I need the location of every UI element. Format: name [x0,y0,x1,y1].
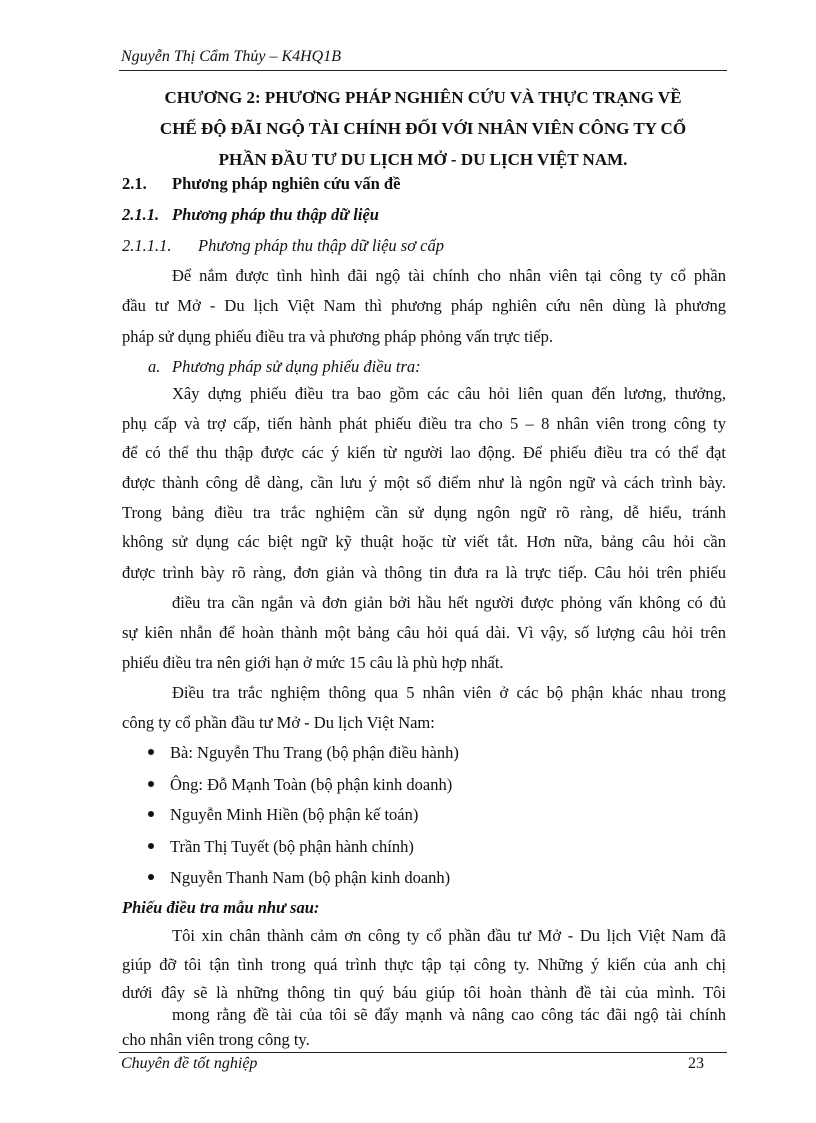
page-header-author: Nguyễn Thị Cẩm Thủy – K4HQ1B [121,48,341,65]
footer-label: Chuyên đề tốt nghiệp [121,1055,258,1072]
paragraph-line: Tôi xin chân thành cảm ơn công ty cổ phần đầu tư Mở - Du lịch Việt Nam đã [172,926,726,945]
section-number: 2.1. [122,174,147,193]
paragraph-line: công ty cổ phần đầu tư Mở - Du lịch Việt Nam: [122,713,435,732]
paragraph-line: để có thể thu thập được các ý kiến từ người lao động. Để phiếu điều tra có thể đạt [122,443,726,462]
paragraph-line: Xây dựng phiếu điều tra bao gồm các câu hỏi liên quan đến lương, thưởng, [172,384,726,403]
paragraph-line: sự kiên nhẫn để hoàn thành một bảng câu hỏi quá dài. Vì vậy, số lượng câu hỏi trên [122,623,726,642]
bullet-icon [148,781,154,787]
paragraph-line: điều tra cần ngắn và đơn giản bởi hầu hết người được phỏng vấn không có đủ [172,593,726,612]
list-item: Ông: Đỗ Mạnh Toàn (bộ phận kinh doanh) [148,775,452,795]
paragraph-line: được thành công dễ dàng, cần lưu ý một số điểm như là ngôn ngữ và cách trình bày. [122,473,726,492]
paragraph-line: cho nhân viên trong công ty. [122,1030,310,1049]
page-number: 23 [688,1055,704,1072]
chapter-title-line: PHẦN ĐẦU TƯ DU LỊCH MỞ - DU LỊCH VIỆT NAM. [218,150,628,169]
paragraph-line: đầu tư Mở - Du lịch Việt Nam thì phương pháp nghiên cứu nên dùng là phương [122,296,726,315]
section-2-1-1-1-heading [122,236,444,256]
bullet-icon [148,843,154,849]
header-rule [119,70,727,71]
section-title: Phương pháp thu thập dữ liệu sơ cấp [198,236,444,255]
paragraph-line: Điều tra trắc nghiệm thông qua 5 nhân viên ở các bộ phận khác nhau trong [172,683,726,702]
bullet-icon [148,811,154,817]
subsection-label: a. [148,357,161,376]
subsection-a-heading [148,357,421,377]
chapter-title-line: CHẾ ĐỘ ĐÃI NGỘ TÀI CHÍNH ĐỐI VỚI NHÂN VIÊN CÔNG TY CỔ [159,119,687,138]
subsection-title: Phương pháp sử dụng phiếu điều tra: [172,357,421,376]
chapter-title-line: CHƯƠNG 2: PHƯƠNG PHÁP NGHIÊN CỨU VÀ THỰC TRẠNG VỀ [164,88,682,107]
paragraph-line: Để nắm được tình hình đãi ngộ tài chính cho nhân viên tại công ty cổ phần [172,266,726,285]
section-number: 2.1.1. [122,205,160,224]
section-title: Phương pháp nghiên cứu vấn đề [172,174,401,193]
paragraph-line: được trình bày rõ ràng, đơn giản và thông tin đưa ra là trực tiếp. Câu hỏi trên phiếu [122,563,726,582]
paragraph-line: pháp sử dụng phiếu điều tra và phương pháp phỏng vấn trực tiếp. [122,327,554,346]
list-item: Nguyễn Thanh Nam (bộ phận kinh doanh) [148,868,450,888]
paragraph-line: không sử dụng các biệt ngữ kỹ thuật hoặc từ viết tắt. Hơn nữa, bảng câu hỏi cần [122,532,726,551]
paragraph-line: dưới đây sẽ là những thông tin quý báu giúp tôi hoàn thành đề tài của mình. Tôi [122,983,726,1002]
list-item: Bà: Nguyễn Thu Trang (bộ phận điều hành) [148,743,459,763]
section-number: 2.1.1.1. [122,236,172,255]
bullet-icon [148,749,154,755]
paragraph-line: Trong bảng điều tra trắc nghiệm cần sử dụng ngôn ngữ rõ ràng, dễ hiểu, tránh [122,503,726,522]
paragraph-line: phụ cấp và trợ cấp, tiến hành phát phiếu điều tra cho 5 – 8 nhân viên trong công ty [122,414,726,433]
footer-rule [119,1052,727,1053]
chapter-title [119,82,727,175]
paragraph-line: mong rằng đề tài của tôi sẽ đẩy mạnh và nâng cao công tác đãi ngộ tài chính [172,1005,726,1024]
section-2-1-1-heading [122,205,379,225]
paragraph-line: phiếu điều tra nên giới hạn ở mức 15 câu là phù hợp nhất. [122,653,504,672]
paragraph-line: giúp đỡ tôi tận tình trong quá trình thực tập tại công ty. Những ý kiến của anh chị [122,955,726,974]
bullet-icon [148,874,154,880]
section-2-1-heading [122,174,400,194]
list-item: Nguyễn Minh Hiền (bộ phận kế toán) [148,805,418,825]
list-item: Trần Thị Tuyết (bộ phận hành chính) [148,837,414,857]
section-title: Phương pháp thu thập dữ liệu [172,205,379,224]
form-heading: Phiếu điều tra mẫu như sau: [122,898,320,917]
